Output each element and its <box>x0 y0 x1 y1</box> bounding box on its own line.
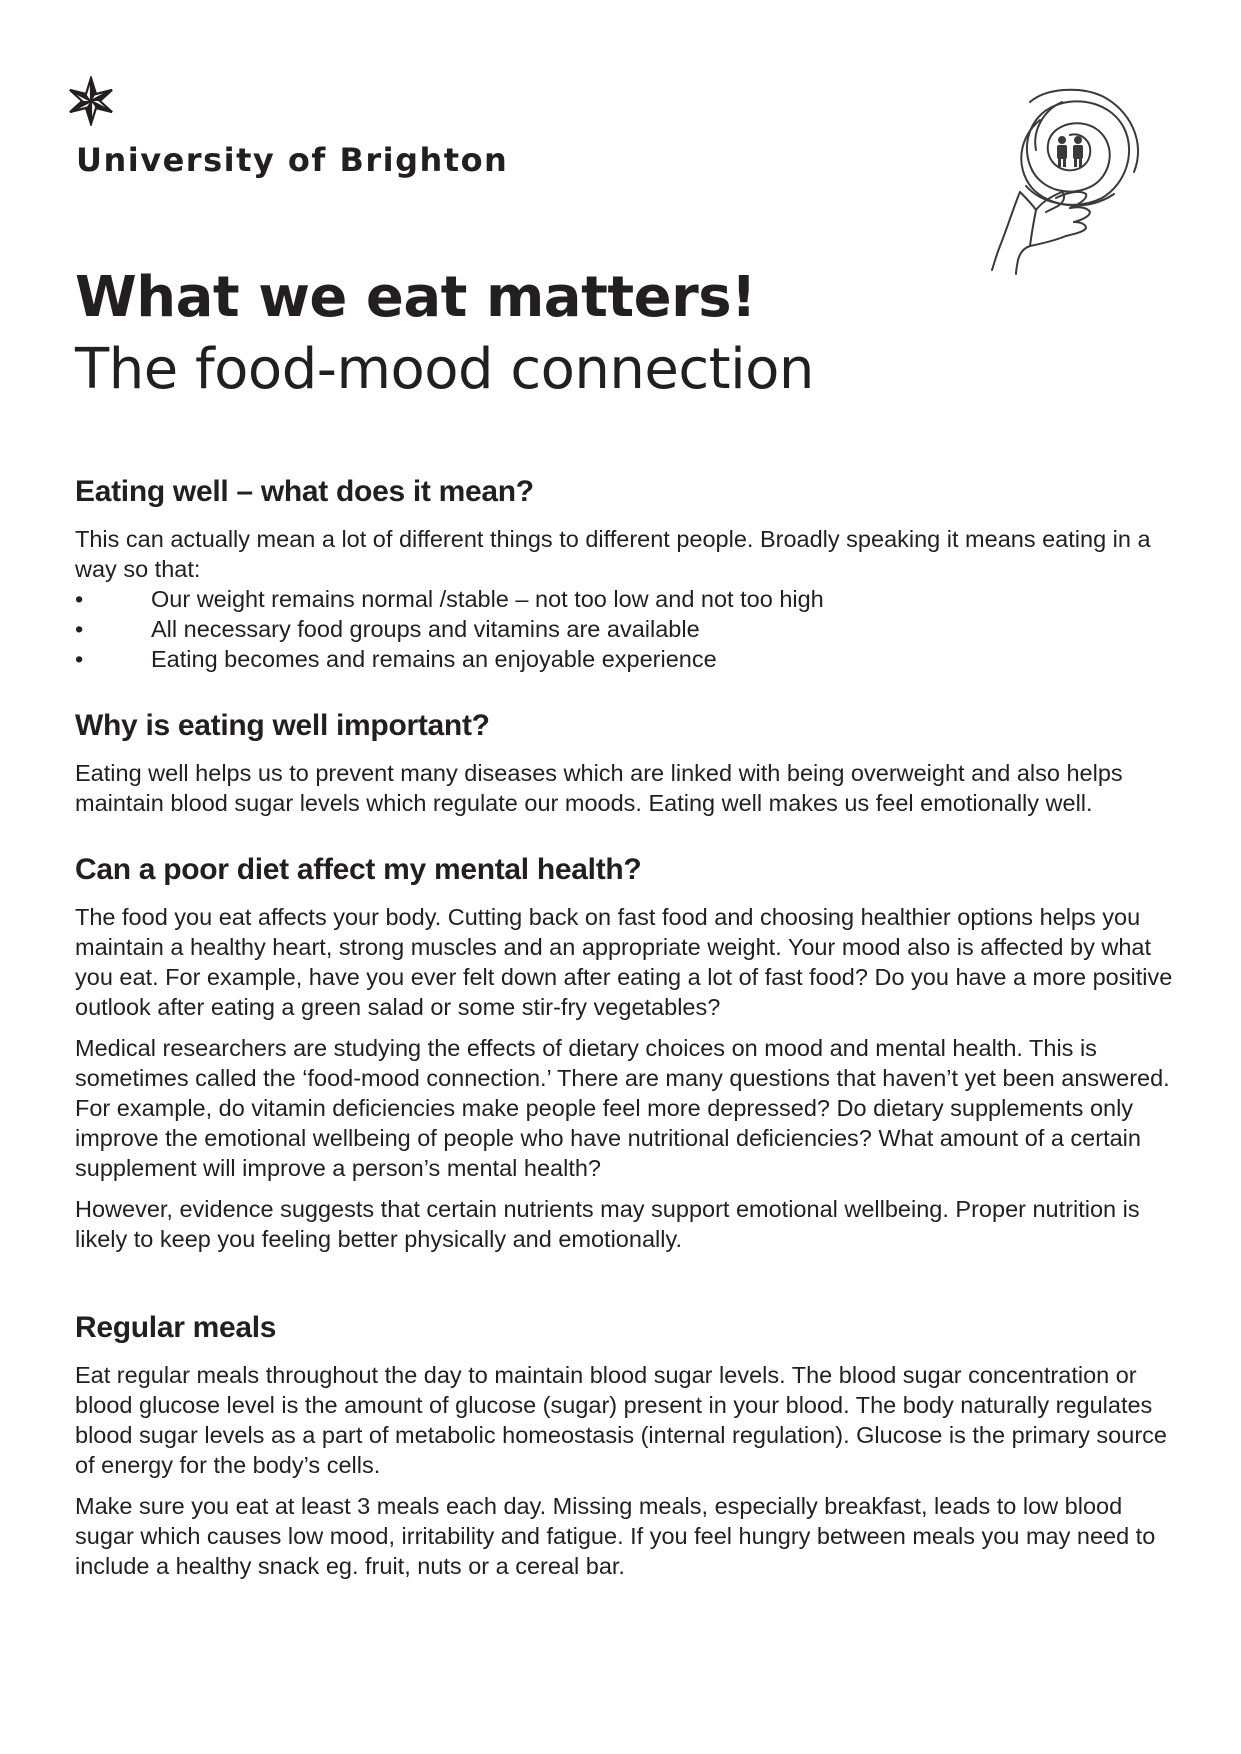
section-heading: Eating well – what does it mean? <box>75 475 534 508</box>
section-why-important <box>75 704 1175 818</box>
page-subtitle: The food-mood connection <box>75 337 814 402</box>
section-intro: This can actually mean a lot of different things to different people. Broadly speaking it means eating in a way so that: <box>75 526 1151 582</box>
section-eating-well <box>75 470 1175 674</box>
page-title: What we eat matters! <box>75 265 757 330</box>
body-paragraph: Medical researchers are studying the effects of dietary choices on mood and mental health. This is sometimes called the ‘food-mood connection.’ There are many questions that haven’t yet been answered. For example, do vitamin deficiencies make people feel more depressed? Do dietary supplements only improve the emotional wellbeing of people who have nutritional deficiencies? What amount of a certain supplement will improve a person’s mental health? <box>75 1035 1170 1181</box>
list-item: • All necessary food groups and vitamins are available <box>75 616 700 642</box>
list-item: • Eating becomes and remains an enjoyable experience <box>75 646 717 672</box>
section-poor-diet <box>75 848 1175 1254</box>
main-content <box>75 470 1175 1581</box>
university-name: University of Brighton <box>76 141 509 179</box>
hand-spiral-illustration <box>970 80 1170 280</box>
bullet-icon: • <box>75 646 84 672</box>
body-paragraph: However, evidence suggests that certain nutrients may support emotional wellbeing. Proper nutrition is likely to keep you feeling better physically and emotionally. <box>75 1196 1140 1252</box>
bullet-icon: • <box>75 616 84 642</box>
body-paragraph: Make sure you eat at least 3 meals each day. Missing meals, especially breakfast, leads to low blood sugar which causes low mood, irritability and fatigue. If you feel hungry between meals you may need to include a healthy snack eg. fruit, nuts or a cereal bar. <box>75 1493 1156 1579</box>
bullet-list <box>75 584 1175 674</box>
body-paragraph: Eat regular meals throughout the day to maintain blood sugar levels. The blood sugar concentration or blood glucose level is the amount of glucose (sugar) present in your blood. The body naturally regulates blood sugar levels as a part of metabolic homeostasis (internal regulation). Glucose is the primary source of energy for the body’s cells. <box>75 1362 1167 1478</box>
body-paragraph: The food you eat affects your body. Cutting back on fast food and choosing healthier options helps you maintain a healthy heart, strong muscles and an appropriate weight. Your mood also is affected by what you eat. For example, have you ever felt down after eating a lot of fast food? Do you have a more positive outlook after eating a green salad or some stir-fry vegetables? <box>75 904 1173 1020</box>
list-item: • Our weight remains normal /stable – not too low and not too high <box>75 586 824 612</box>
bullet-icon: • <box>75 586 84 612</box>
section-heading: Can a poor diet affect my mental health? <box>75 853 642 886</box>
section-heading: Why is eating well important? <box>75 709 490 742</box>
body-paragraph: Eating well helps us to prevent many diseases which are linked with being overweight and also helps maintain blood sugar levels which regulate our moods. Eating well makes us feel emotionally well. <box>75 760 1123 816</box>
star-icon <box>66 76 116 126</box>
section-heading: Regular meals <box>75 1311 277 1344</box>
section-regular-meals <box>75 1306 1175 1581</box>
